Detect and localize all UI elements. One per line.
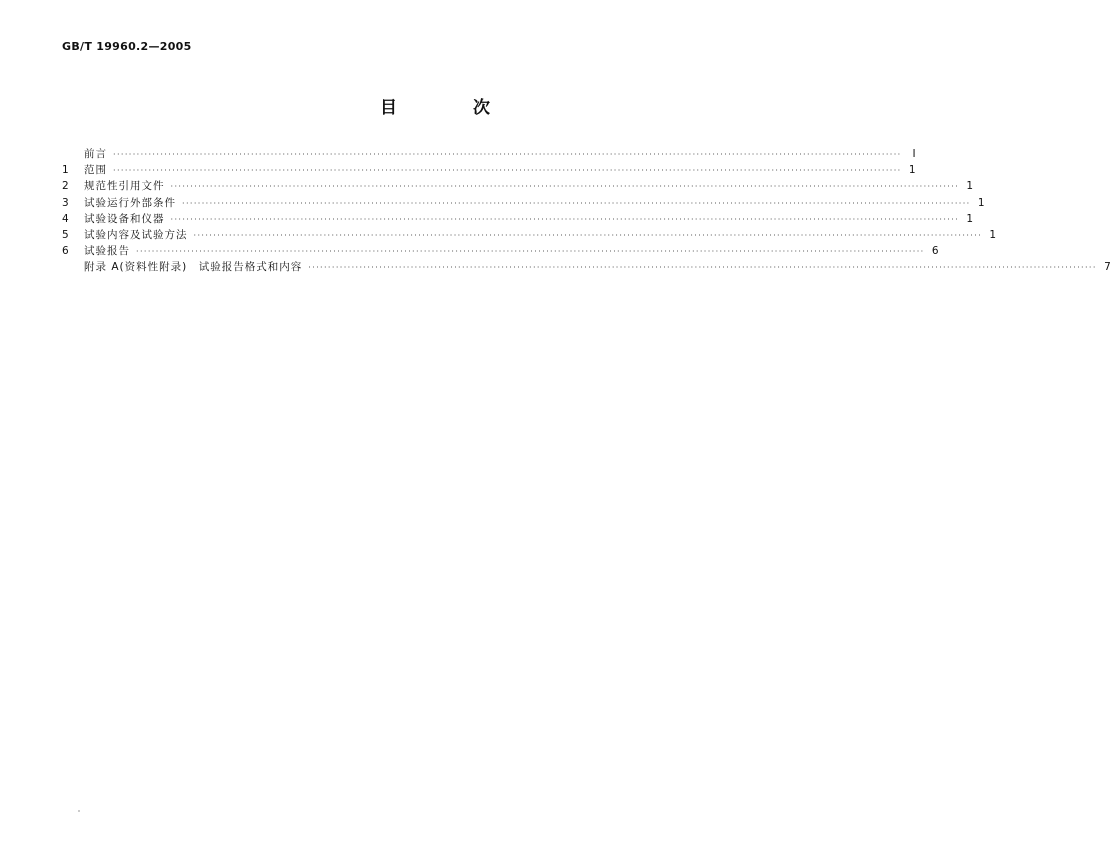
toc-leader-dots: ········································································································································································································ [113,166,902,176]
toc-leader-dots: ········································································································································································································ [193,230,983,240]
table-of-contents [62,146,1111,276]
scan-speck [78,810,80,812]
toc-entry-page: 6 [931,245,939,258]
toc-leader-dots: ········································································································································································································ [308,263,1097,273]
toc-entry-page: 1 [989,228,997,241]
toc-entry-number: 5 [62,228,69,241]
toc-entry-label: 试验运行外部条件 [84,196,176,209]
toc-title-char-1: 目 [380,98,397,118]
toc-entry-number: 6 [62,245,69,258]
toc-entry-label: 试验内容及试验方法 [84,228,188,241]
toc-title [380,93,490,118]
toc-entry-normative-references[interactable] [62,178,974,194]
toc-entry-number: 4 [62,212,69,225]
toc-entry-test-report[interactable] [62,243,939,259]
toc-entry-page: 7 [1104,261,1111,274]
toc-entry-label: 前言 [84,148,107,160]
toc-entry-foreword[interactable] [62,146,916,162]
toc-entry-label: 附录 A(资料性附录) 试验报告格式和内容 [84,261,303,274]
toc-leader-dots: ········································································································································································································ [170,182,960,192]
toc-entry-page: I [912,148,916,160]
toc-entry-equipment[interactable] [62,211,974,227]
toc-leader-dots: ········································································································································································································ [136,247,925,257]
toc-entry-page: 1 [977,196,985,209]
toc-leader-dots: ········································································································································································································ [113,150,902,159]
toc-entry-page: 1 [966,212,974,225]
toc-entry-page: 1 [908,164,916,177]
toc-title-char-2: 次 [473,98,490,118]
toc-entry-scope[interactable] [62,162,916,178]
toc-entry-label: 试验报告 [84,245,130,258]
toc-entry-label: 试验设备和仪器 [84,212,165,225]
toc-entry-annex-a[interactable] [62,259,1111,275]
toc-entry-number: 3 [62,196,69,209]
toc-entry-label: 范围 [84,164,107,177]
toc-entry-test-methods[interactable] [62,227,997,243]
standard-number: GB/T 19960.2—2005 [62,40,192,53]
toc-leader-dots: ········································································································································································································ [182,198,971,208]
toc-entry-external-conditions[interactable] [62,195,985,211]
toc-leader-dots: ········································································································································································································ [170,214,960,224]
toc-entry-number: 1 [62,164,69,177]
toc-entry-label: 规范性引用文件 [84,180,165,193]
toc-entry-page: 1 [966,180,974,193]
toc-entry-number: 2 [62,180,69,193]
